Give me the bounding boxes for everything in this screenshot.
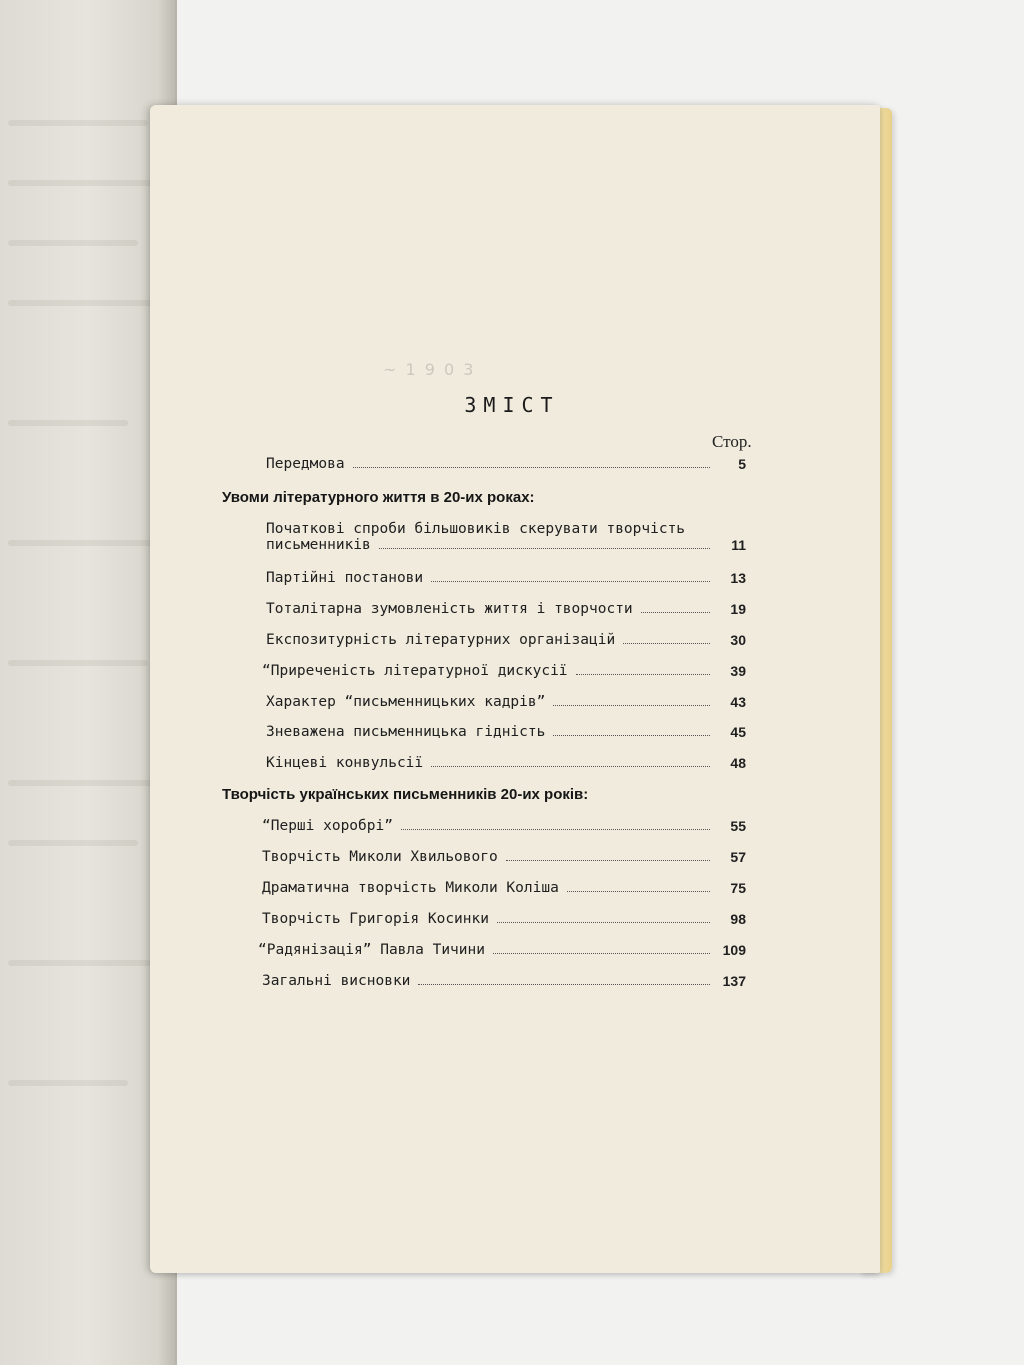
dot-leader [493,953,710,954]
toc-entry-title: “Приреченість літературної дискусії [262,663,568,679]
toc-entry-title: Кінцеві конвульсії [266,755,424,771]
dot-leader [576,674,710,675]
toc-entry[interactable] [266,694,746,710]
dot-leader [623,643,710,644]
dot-leader [401,829,710,830]
toc-entry-page: 98 [730,911,746,927]
toc-entry-page: 13 [730,570,746,586]
toc-entry-title: Тоталітарна зумовленість життя і творчости [266,601,633,617]
toc-entry-page: 45 [730,724,746,740]
page-column-label: Стор. [712,432,752,451]
toc-entry-page: 57 [730,849,746,865]
toc-entry-title: Творчість Миколи Хвильового [262,849,498,865]
toc-entry[interactable] [266,570,746,586]
dot-leader [553,705,710,706]
toc-entry[interactable] [262,818,746,834]
toc-entry-page: 30 [730,632,746,648]
section-heading: Увоми літературного життя в 20-их роках: [222,489,535,506]
toc-entry[interactable] [258,942,746,958]
toc-entry[interactable] [262,880,746,896]
dot-leader [431,581,710,582]
dot-leader [431,766,710,767]
toc-entry[interactable] [266,755,746,771]
dot-leader [567,891,710,892]
contents-page [150,105,880,1273]
dot-leader [379,548,710,549]
toc-entry[interactable] [266,456,746,472]
toc-entry[interactable] [262,973,746,989]
section-heading: Творчість українських письменників 20-их років: [222,786,589,803]
toc-entry-title: Загальні висновки [262,973,411,989]
dot-leader [641,612,710,613]
toc-entry-title: Драматична творчість Миколи Коліша [262,880,559,896]
toc-entry-page: 48 [730,755,746,771]
dot-leader [497,922,710,923]
toc-entry-page: 75 [730,880,746,896]
toc-entry[interactable] [262,849,746,865]
toc-entry[interactable] [266,724,746,740]
toc-entry[interactable] [262,911,746,927]
dot-leader [418,984,710,985]
toc-entry[interactable] [266,601,746,617]
toc-entry-page: 43 [730,694,746,710]
toc-entry[interactable] [266,521,746,553]
toc-entry-title: Передмова [266,456,345,472]
toc-entry-page: 39 [730,663,746,679]
dot-leader [353,467,710,468]
toc-entry-page: 5 [738,456,746,472]
toc-entry-page: 55 [730,818,746,834]
toc-entry[interactable] [262,663,746,679]
toc-entry-title: “Радянізація” Павла Тичини [258,942,485,958]
toc-entry-title-line2: письменників [266,537,371,553]
pencil-mark: ~ 1 9 0 3 [383,360,476,379]
toc-entry-title: “Перші хоробрі” [262,818,393,834]
toc-entry-page: 19 [730,601,746,617]
toc-entry-title: Творчість Григорія Косинки [262,911,489,927]
toc-entry-title: Експозитурність літературних організацій [266,632,616,648]
toc-entry-page: 109 [722,942,746,958]
toc-entry-title-line1: Початкові спроби більшовиків скерувати творчість [266,521,686,537]
dot-leader [553,735,710,736]
toc-entry-page: 11 [731,537,746,553]
toc-entry[interactable] [266,632,746,648]
toc-entry-title: Зневажена письменницька гідність [266,724,546,740]
dot-leader [506,860,710,861]
page-title: ЗМІСТ [464,393,560,417]
toc-entry-title: Партійні постанови [266,570,424,586]
toc-entry-page: 137 [722,973,746,989]
toc-entry-title: Характер “письменницьких кадрів” [266,694,546,710]
